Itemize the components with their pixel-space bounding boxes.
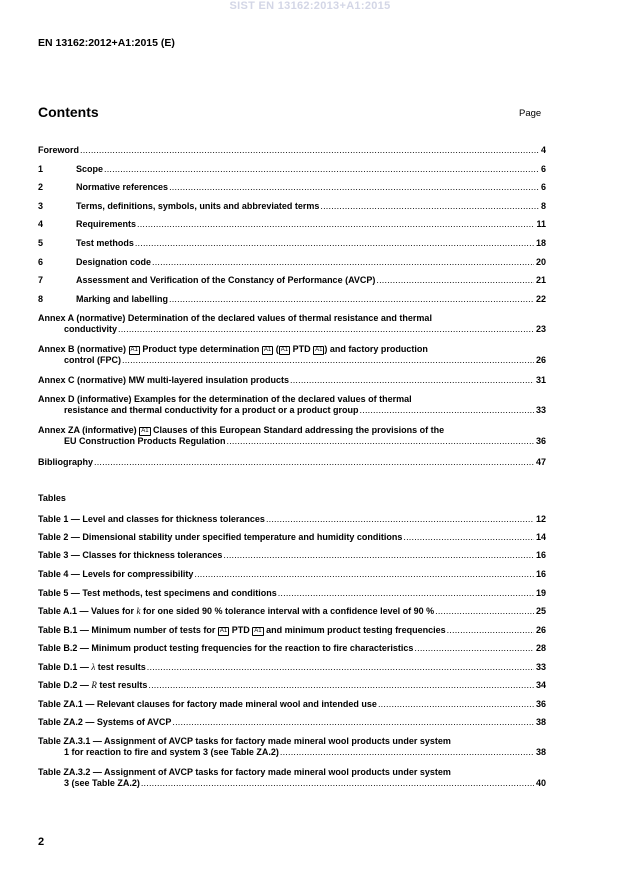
table-entry[interactable] xyxy=(38,643,546,654)
toc-entry-annex-d[interactable] xyxy=(38,394,546,416)
leader-dots xyxy=(169,294,534,305)
toc-entry-bibliography[interactable] xyxy=(38,457,546,468)
leader-dots xyxy=(290,375,534,386)
toc-entry-page: 47 xyxy=(535,457,546,467)
toc-entry-requirements[interactable] xyxy=(38,219,546,230)
toc-entry-title: Annex A (normative) Determination of the declared values of thermal resistance and thermal xyxy=(38,313,432,323)
leader-dots xyxy=(194,569,534,580)
toc-entry-title: Normative references xyxy=(76,182,169,192)
page-column-label: Page xyxy=(519,108,542,119)
toc-entry-title-cont: resistance and thermal conductivity for a product or a product group xyxy=(64,405,359,415)
toc-entry-annex-c[interactable] xyxy=(38,375,546,386)
leader-dots xyxy=(104,164,539,175)
table-entry-title: Table 1 — Level and classes for thickness tolerances xyxy=(38,514,265,524)
toc-entry-title: Terms, definitions, symbols, units and abbreviated terms xyxy=(76,201,320,211)
toc-entry-title: Annex C (normative) MW multi-layered insulation products xyxy=(38,375,290,385)
toc-entry-number: 1 xyxy=(38,164,44,174)
amendment-marker-icon: A1 xyxy=(263,347,272,353)
toc-entry-page: 11 xyxy=(536,219,546,229)
table-entry-page: 12 xyxy=(535,514,546,524)
toc-entry-annex-a[interactable] xyxy=(38,313,546,335)
leader-dots xyxy=(80,145,539,156)
toc-entry-normative-references[interactable] xyxy=(38,182,546,193)
toc-entry-number: 4 xyxy=(38,219,44,229)
toc-entry-marking[interactable] xyxy=(38,294,546,305)
leader-dots xyxy=(447,625,534,636)
table-entry-title: Table 5 — Test methods, test specimens and conditions xyxy=(38,588,277,598)
amendment-marker-icon: A1 xyxy=(130,347,138,353)
toc-entry-title: Marking and labelling xyxy=(76,294,169,304)
toc-entry-annex-b[interactable] xyxy=(38,344,546,366)
table-entry-title: Table B.1 — Minimum number of tests for A1 PTD A1 and minimum product testing frequencies xyxy=(38,625,446,635)
table-entry-title: Table B.2 — Minimum product testing frequencies for the reaction to fire characteristics xyxy=(38,643,414,653)
leader-dots xyxy=(280,747,534,758)
table-entry[interactable] xyxy=(38,606,546,617)
leader-dots xyxy=(278,588,534,599)
toc-entry-page: 22 xyxy=(535,294,546,304)
page-title: Contents xyxy=(38,104,99,120)
amendment-marker-icon: A1 xyxy=(141,428,149,434)
toc-entry-page: 36 xyxy=(535,436,546,446)
toc-entry-title: Bibliography xyxy=(38,457,94,467)
leader-dots xyxy=(152,257,534,268)
toc-entry-title: Designation code xyxy=(76,257,152,267)
table-entry-title: Table 4 — Levels for compressibility xyxy=(38,569,194,579)
toc-entry-page: 20 xyxy=(535,257,546,267)
leader-dots xyxy=(266,514,534,525)
leader-dots xyxy=(414,643,534,654)
table-entry-title: Table A.1 — Values for k for one sided 90 % tolerance interval with a confidence level of 90 % xyxy=(38,606,435,616)
toc-entry-scope[interactable] xyxy=(38,164,546,175)
table-entry-title-cont: 3 (see Table ZA.2) xyxy=(64,778,140,788)
toc-entry-page: 21 xyxy=(535,275,546,285)
toc-entry-terms[interactable] xyxy=(38,201,546,212)
table-entry[interactable] xyxy=(38,767,546,789)
toc-entry-foreword[interactable] xyxy=(38,145,546,156)
toc-entry-number: 7 xyxy=(38,275,44,285)
watermark: SIST EN 13162:2013+A1:2015 xyxy=(229,0,391,12)
table-entry[interactable] xyxy=(38,625,546,636)
table-entry[interactable] xyxy=(38,680,546,691)
leader-dots xyxy=(376,275,534,286)
leader-dots xyxy=(122,355,534,366)
toc-entry-page: 31 xyxy=(535,375,546,385)
toc-entry-title-cont: control (FPC) xyxy=(64,355,121,365)
table-entry-title-cont: 1 for reaction to fire and system 3 (see Table ZA.2) xyxy=(64,747,279,757)
amendment-marker-icon: A1 xyxy=(254,628,262,634)
table-entry-title: Table ZA.3.2 — Assignment of AVCP tasks for factory made mineral wool products under system xyxy=(38,767,451,777)
leader-dots xyxy=(169,182,539,193)
toc-entry-title: Assessment and Verification of the Constancy of Performance (AVCP) xyxy=(76,275,376,285)
toc-entry-page: 8 xyxy=(540,201,546,211)
table-entry-page: 33 xyxy=(535,662,546,672)
amendment-marker-icon: A1 xyxy=(315,347,323,353)
table-entry-page: 14 xyxy=(535,532,546,542)
table-entry[interactable] xyxy=(38,550,546,561)
leader-dots xyxy=(360,405,534,416)
toc-entry-page: 6 xyxy=(540,164,546,174)
leader-dots xyxy=(137,219,534,230)
leader-dots xyxy=(148,680,534,691)
table-entry-title: Table ZA.2 — Systems of AVCP xyxy=(38,717,172,727)
table-entry-page: 40 xyxy=(535,778,546,788)
amendment-marker-icon: A1 xyxy=(280,347,289,353)
toc-entry-title: Annex B (normative) A1 Product type determination A1 ( A1 PTD A1 ) and factory production xyxy=(38,344,428,354)
toc-entry-number: 3 xyxy=(38,201,44,211)
leader-dots xyxy=(141,778,534,789)
table-entry-title: Table ZA.1 — Relevant clauses for factory made mineral wool and intended use xyxy=(38,699,377,709)
table-entry-page: 16 xyxy=(535,550,546,560)
tables-heading: Tables xyxy=(38,493,66,503)
page-number: 2 xyxy=(38,836,45,848)
toc-entry-title: Annex ZA (informative) A1 Clauses of this European Standard addressing the provisions of the xyxy=(38,425,445,435)
leader-dots xyxy=(403,532,534,543)
table-entry-page: 19 xyxy=(535,588,546,598)
toc-entry-page: 26 xyxy=(535,355,546,365)
table-entry[interactable] xyxy=(38,736,546,758)
table-entry[interactable] xyxy=(38,662,546,673)
table-entry-page: 38 xyxy=(535,717,546,727)
toc-entry-page: 23 xyxy=(535,324,546,334)
toc-entry-title: Annex D (informative) Examples for the determination of the declared values of thermal xyxy=(38,394,412,404)
leader-dots xyxy=(147,662,534,673)
toc-entry-title: Scope xyxy=(76,164,104,174)
table-entry[interactable] xyxy=(38,717,546,728)
table-entry-page: 28 xyxy=(535,643,546,653)
amendment-marker-icon: A1 xyxy=(219,628,228,634)
leader-dots xyxy=(227,436,534,447)
leader-dots xyxy=(94,457,534,468)
leader-dots xyxy=(378,699,534,710)
toc-entry-avcp[interactable] xyxy=(38,275,546,286)
toc-entry-annex-za[interactable] xyxy=(38,425,546,447)
toc-entry-number: 8 xyxy=(38,294,44,304)
document-id: EN 13162:2012+A1:2015 (E) xyxy=(38,37,175,49)
table-entry[interactable] xyxy=(38,514,546,525)
table-entry[interactable] xyxy=(38,699,546,710)
table-entry-title: Table D.1 — λ test results xyxy=(38,662,146,672)
table-entry-page: 26 xyxy=(535,625,546,635)
toc-entry-page: 4 xyxy=(540,145,546,155)
table-entry-title: Table 2 — Dimensional stability under specified temperature and humidity conditions xyxy=(38,532,403,542)
leader-dots xyxy=(135,238,534,249)
toc-entry-page: 18 xyxy=(535,238,546,248)
table-entry-title: Table D.2 — R test results xyxy=(38,680,148,690)
table-entry-page: 36 xyxy=(535,699,546,709)
table-entry-page: 16 xyxy=(535,569,546,579)
table-entry-title: Table ZA.3.1 — Assignment of AVCP tasks for factory made mineral wool products under system xyxy=(38,736,451,746)
toc-entry-page: 33 xyxy=(535,405,546,415)
toc-entry-designation-code[interactable] xyxy=(38,257,546,268)
table-entry[interactable] xyxy=(38,569,546,580)
table-entry-page: 38 xyxy=(535,747,546,757)
leader-dots xyxy=(172,717,534,728)
table-entry[interactable] xyxy=(38,532,546,543)
leader-dots xyxy=(118,324,534,335)
toc-entry-number: 5 xyxy=(38,238,44,248)
leader-dots xyxy=(320,201,539,212)
toc-entry-title: Foreword xyxy=(38,145,80,155)
leader-dots xyxy=(435,606,534,617)
toc-entry-number: 6 xyxy=(38,257,44,267)
leader-dots xyxy=(223,550,534,561)
table-entry[interactable] xyxy=(38,588,546,599)
table-entry-title: Table 3 — Classes for thickness tolerances xyxy=(38,550,223,560)
toc-entry-page: 6 xyxy=(540,182,546,192)
toc-entry-title-cont: conductivity xyxy=(64,324,118,334)
toc-entry-title: Test methods xyxy=(76,238,134,248)
toc-entry-title: Requirements xyxy=(76,219,137,229)
toc-entry-test-methods[interactable] xyxy=(38,238,546,249)
table-entry-page: 34 xyxy=(535,680,546,690)
toc-entry-title-cont: EU Construction Products Regulation xyxy=(64,436,226,446)
toc-entry-number: 2 xyxy=(38,182,44,192)
table-entry-page: 25 xyxy=(535,606,546,616)
